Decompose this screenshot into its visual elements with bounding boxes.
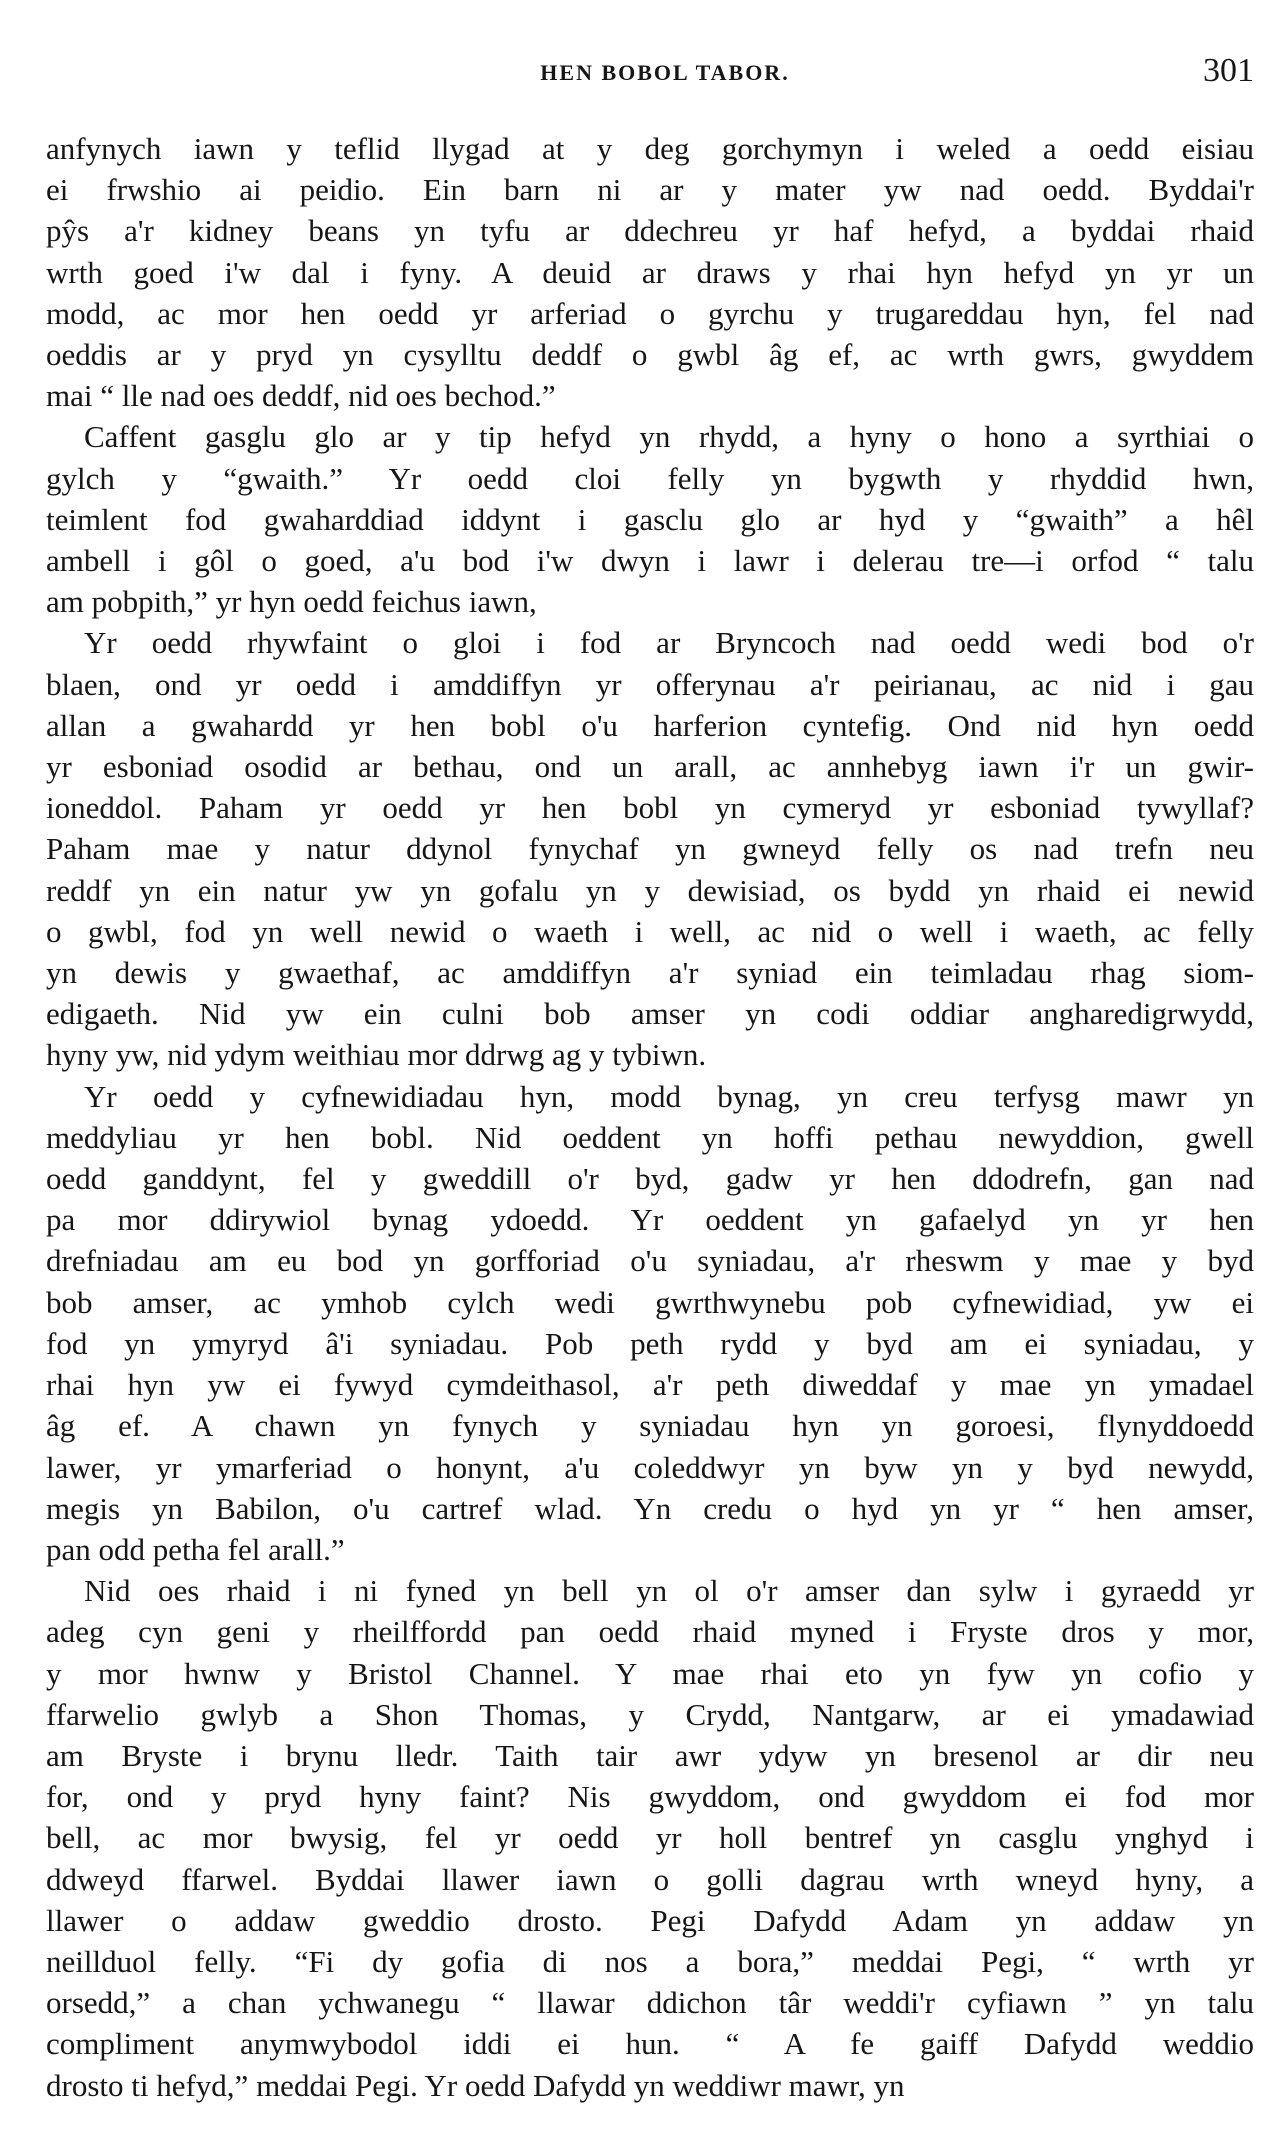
text-line: reddf yn ein natur yw yn gofalu yn y dewisiad, os bydd yn rhaid ei newid: [46, 872, 1254, 908]
text-line: bell, ac mor bwysig, fel yr oedd yr holl bentref yn casglu ynghyd i: [46, 1820, 1254, 1856]
text-line: Nid oes rhaid i ni fyned yn bell yn ol o'r amser dan sylw i gyraedd yr: [84, 1573, 1254, 1609]
text-line: ioneddol. Paham yr oedd yr hen bobl yn cymeryd yr esboniad tywyllaf?: [46, 790, 1254, 826]
text-line: yr esboniad osodid ar bethau, ond un arall, ac annhebyg iawn i'r un gwir-: [46, 749, 1254, 785]
text-line: y mor hwnw y Bristol Channel. Y mae rhai eto yn fyw yn cofio y: [46, 1655, 1254, 1691]
text-line: wrth goed i'w dal i fyny. A deuid ar draws y rhai hyn hefyd yn yr un: [46, 254, 1254, 290]
text-line: gylch y “gwaith.” Yr oedd cloi felly yn bygwth y rhyddid hwn,: [46, 460, 1254, 496]
text-line: anfynych iawn y teflid llygad at y deg gorchymyn i weled a oedd eisiau: [46, 131, 1254, 166]
text-line: lawer, yr ymarferiad o honynt, a'u coleddwyr yn byw yn y byd newydd,: [46, 1449, 1254, 1485]
text-line: ddweyd ffarwel. Byddai llawer iawn o golli dagrau wrth wneyd hyny, a: [46, 1861, 1254, 1897]
text-line: hyny yw, nid ydym weithiau mor ddrwg ag y tybiwn.: [46, 1037, 707, 1073]
text-line: oedd ganddynt, fel y gweddill o'r byd, gadw yr hen ddodrefn, gan nad: [46, 1161, 1254, 1197]
paragraph: [46, 128, 1254, 416]
text-line: Yr oedd rhywfaint o gloi i fod ar Bryncoch nad oedd wedi bod o'r: [84, 625, 1254, 661]
text-line: ffarwelio gwlyb a Shon Thomas, y Crydd, Nantgarw, ar ei ymadawiad: [46, 1696, 1254, 1732]
text-line: ambell i gôl o goed, a'u bod i'w dwyn i lawr i delerau tre—i orfod “ talu: [46, 543, 1254, 579]
text-line: adeg cyn geni y rheilffordd pan oedd rhaid myned i Fryste dros y mor,: [46, 1614, 1254, 1650]
text-line: bob amser, ac ymhob cylch wedi gwrthwynebu pob cyfnewidiad, yw ei: [46, 1284, 1254, 1320]
text-line: fod yn ymyryd â'i syniadau. Pob peth rydd y byd am ei syniadau, y: [46, 1325, 1254, 1361]
text-line: ei frwshio ai peidio. Ein barn ni ar y mater yw nad oedd. Byddai'r: [46, 172, 1254, 208]
text-line: oeddis ar y pryd yn cysylltu deddf o gwbl âg ef, ac wrth gwrs, gwyddem: [46, 337, 1254, 373]
running-title: HEN BOBOL TABOR.: [540, 60, 790, 85]
body-text: [46, 128, 1254, 2106]
text-line: blaen, ond yr oedd i amddiffyn yr offerynau a'r peirianau, ac nid i gau: [46, 666, 1254, 702]
text-line: rhai hyn yw ei fywyd cymdeithasol, a'r peth diweddaf y mae yn ymadael: [46, 1367, 1254, 1403]
text-line: Paham mae y natur ddynol fynychaf yn gwneyd felly os nad trefn neu: [46, 831, 1254, 867]
text-line: am Bryste i brynu lledr. Taith tair awr ydyw yn bresenol ar dir neu: [46, 1737, 1254, 1773]
text-line: yn dewis y gwaethaf, ac amddiffyn a'r syniad ein teimladau rhag siom-: [46, 955, 1254, 991]
text-line: âg ef. A chawn yn fynych y syniadau hyn yn goroesi, flynyddoedd: [46, 1408, 1254, 1444]
text-line: megis yn Babilon, o'u cartref wlad. Yn credu o hyd yn yr “ hen amser,: [46, 1490, 1254, 1526]
text-line: allan a gwahardd yr hen bobl o'u harferion cyntefig. Ond nid hyn oedd: [46, 707, 1254, 743]
paragraph: [46, 416, 1254, 622]
text-line: for, ond y pryd hyny faint? Nis gwyddom, ond gwyddom ei fod mor: [46, 1779, 1254, 1815]
text-line: compliment anymwybodol iddi ei hun. “ A fe gaiff Dafydd weddio: [46, 2026, 1254, 2062]
text-line: Yr oedd y cyfnewidiadau hyn, modd bynag, yn creu terfysg mawr yn: [84, 1078, 1254, 1114]
text-line: pŷs a'r kidney beans yn tyfu ar ddechreu yr haf hefyd, a byddai rhaid: [46, 213, 1254, 249]
book-page: [46, 0, 1254, 2140]
text-line: neillduol felly. “Fi dy gofia di nos a bora,” meddai Pegi, “ wrth yr: [46, 1943, 1254, 1979]
text-line: teimlent fod gwaharddiad iddynt i gasclu glo ar hyd y “gwaith” a hêl: [46, 501, 1254, 537]
text-line: o gwbl, fod yn well newid o waeth i well, ac nid o well i waeth, ac felly: [46, 913, 1254, 949]
text-line: edigaeth. Nid yw ein culni bob amser yn codi oddiar angharedigrwydd,: [46, 996, 1254, 1032]
text-line: pan odd petha fel arall.”: [46, 1531, 345, 1567]
paragraph: [46, 622, 1254, 1075]
text-line: orsedd,” a chan ychwanegu “ llawar ddichon târ weddi'r cyfiawn ” yn talu: [46, 1985, 1254, 2021]
text-line: pa mor ddirywiol bynag ydoedd. Yr oeddent yn gafaelyd yn yr hen: [46, 1202, 1254, 1238]
text-line: llawer o addaw gweddio drosto. Pegi Dafydd Adam yn addaw yn: [46, 1902, 1254, 1938]
text-line: mai “ lle nad oes deddf, nid oes bechod.”: [46, 378, 556, 414]
text-line: drefniadau am eu bod yn gorfforiad o'u syniadau, a'r rheswm y mae y byd: [46, 1243, 1254, 1279]
text-line: am pobpith,” yr hyn oedd feichus iawn,: [46, 584, 537, 620]
text-line: Caffent gasglu glo ar y tip hefyd yn rhydd, a hyny o hono a syrthiai o: [84, 419, 1254, 455]
text-line: modd, ac mor hen oedd yr arferiad o gyrchu y trugareddau hyn, fel nad: [46, 295, 1254, 331]
paragraph: [46, 1570, 1254, 2106]
text-line: drosto ti hefyd,” meddai Pegi. Yr oedd Dafydd yn weddiwr mawr, yn: [46, 2067, 905, 2103]
running-head: [46, 52, 1254, 98]
paragraph: [46, 1076, 1254, 1570]
text-line: meddyliau yr hen bobl. Nid oeddent yn hoffi pethau newyddion, gwell: [46, 1119, 1254, 1155]
page-number: 301: [1203, 52, 1254, 89]
